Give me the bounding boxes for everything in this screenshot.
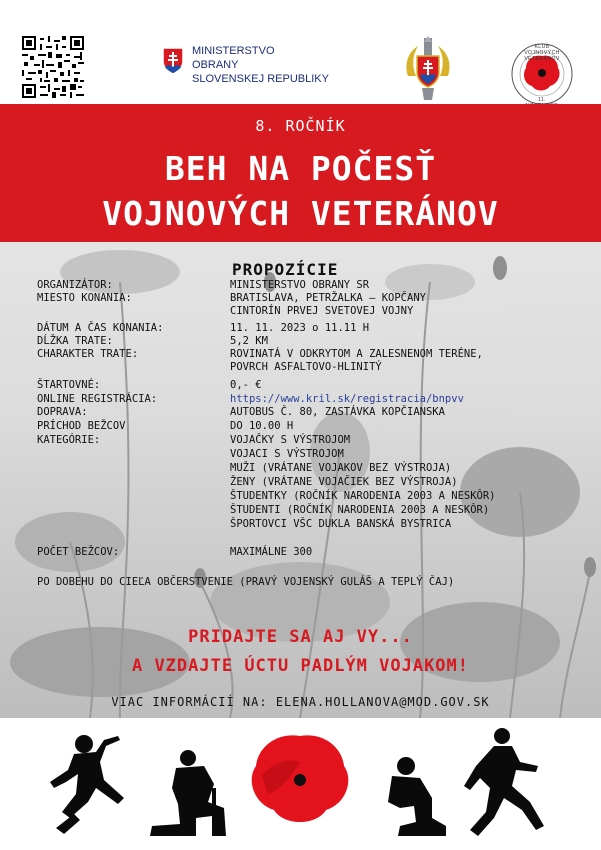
contact-email[interactable]: VIAC INFORMÁCIÍ NA: ELENA.HOLLANOVA@MOD.GOV.SK — [111, 695, 490, 709]
value-prichod: DO 10.00 H — [230, 420, 294, 432]
category-item: ŠPORTOVCI VŠC DUKLA BANSKÁ BYSTRICA — [230, 518, 452, 530]
propozicie-heading: PROPOZÍCIE — [232, 260, 339, 279]
category-item: ŠTUDENTKY (ROČNÍK NARODENIA 2003 A NESKÔR) — [230, 490, 496, 502]
value-doprava: AUTOBUS Č. 80, ZASTÁVKA KOPČIANSKA — [230, 406, 445, 418]
poppy-flower-icon — [252, 735, 349, 822]
value-charakter: ROVINATÁ V ODKRYTOM A ZALESNENOM TERÉNE, — [230, 348, 483, 360]
military-emblem-icon — [400, 36, 456, 102]
edition-label: 8. ROČNÍK — [255, 117, 346, 135]
value-organizator: MINISTERSTVO OBRANY SR — [230, 279, 370, 291]
label-organizator: ORGANIZÁTOR: — [37, 279, 113, 291]
category-item: ŽENY (VRÁTANE VOJAČIEK BEZ VÝSTROJA) — [230, 476, 458, 488]
slovak-shield-icon — [162, 47, 184, 75]
label-dlzka: DĹŽKA TRATE: — [37, 335, 113, 347]
value-dlzka: 5,2 KM — [230, 335, 268, 347]
category-item: ŠTUDENTI (ROČNÍK NARODENIA 2003 A NESKÔR) — [230, 504, 490, 516]
registration-link[interactable]: https://www.kril.sk/registracia/bnpvv — [230, 393, 464, 405]
category-item: VOJAČKY S VÝSTROJOM — [230, 434, 351, 446]
title-line-2: VOJNOVÝCH VETERÁNOV — [102, 194, 499, 233]
ministry-line-3: SLOVENSKEJ REPUBLIKY — [192, 73, 329, 85]
after-race-note: PO DOBEHU DO CIEĽA OBČERSTVENIE (PRAVÝ VOJENSKÝ GULÁŠ A TEPLÝ ČAJ) — [37, 576, 455, 588]
label-doprava: DOPRAVA: — [37, 406, 88, 418]
label-startovne: ŠTARTOVNÉ: — [37, 379, 101, 391]
header — [0, 0, 601, 104]
club-date-text: 11. — [537, 97, 547, 103]
title-line-1: BEH NA POČESŤ — [164, 149, 437, 188]
label-kategorie: KATEGÓRIE: — [37, 434, 101, 446]
kneeling-mourner-icon — [388, 757, 446, 836]
title-band — [0, 104, 601, 242]
category-item: VOJACI S VÝSTROJOM — [230, 448, 344, 460]
value-miesto-2: CINTORÍN PRVEJ SVETOVEJ VOJNY — [230, 305, 414, 317]
ministry-line-1: MINISTERSTVO — [192, 45, 275, 57]
kneeling-soldier-icon — [150, 750, 226, 836]
cta-line-1: PRIDAJTE SA AJ VY... — [188, 627, 413, 647]
label-miesto: MIESTO KONANIA: — [37, 292, 132, 304]
value-miesto: BRATISLAVA, PETRŽALKA – KOPČANY — [230, 292, 426, 304]
value-startovne: 0,- € — [230, 379, 262, 391]
value-charakter-2: POVRCH ASFALTOVO-HLINITÝ — [230, 361, 382, 373]
propozicie-section — [0, 242, 601, 718]
category-item: MUŽI (VRÁTANE VOJAKOV BEZ VÝSTROJA) — [230, 462, 452, 474]
label-registracia: ONLINE REGISTRÁCIA: — [37, 393, 158, 405]
club-ring-text: KLUB VOJNOVÝCH VETERÁNOV — [524, 44, 560, 62]
ministry-line-2: OBRANY — [192, 59, 239, 71]
label-datum: DÁTUM A ČAS KONANIA: — [37, 322, 164, 334]
silhouettes-strip — [0, 718, 601, 850]
label-prichod: PRÍCHOD BEŽCOV — [37, 420, 126, 432]
label-pocet: POČET BEŽCOV: — [37, 546, 120, 558]
runner-icon — [464, 728, 544, 836]
qr-code[interactable] — [22, 36, 84, 98]
label-charakter: CHARAKTER TRATE: — [37, 348, 139, 360]
value-datum: 11. 11. 2023 o 11.11 H — [230, 322, 370, 334]
cta-line-2: A VZDAJTE ÚCTU PADLÝM VOJAKOM! — [131, 656, 470, 676]
running-soldier-icon — [50, 735, 124, 834]
silhouettes-illustration — [0, 718, 601, 850]
value-pocet: MAXIMÁLNE 300 — [230, 546, 313, 558]
veterans-club-logo — [510, 42, 574, 106]
